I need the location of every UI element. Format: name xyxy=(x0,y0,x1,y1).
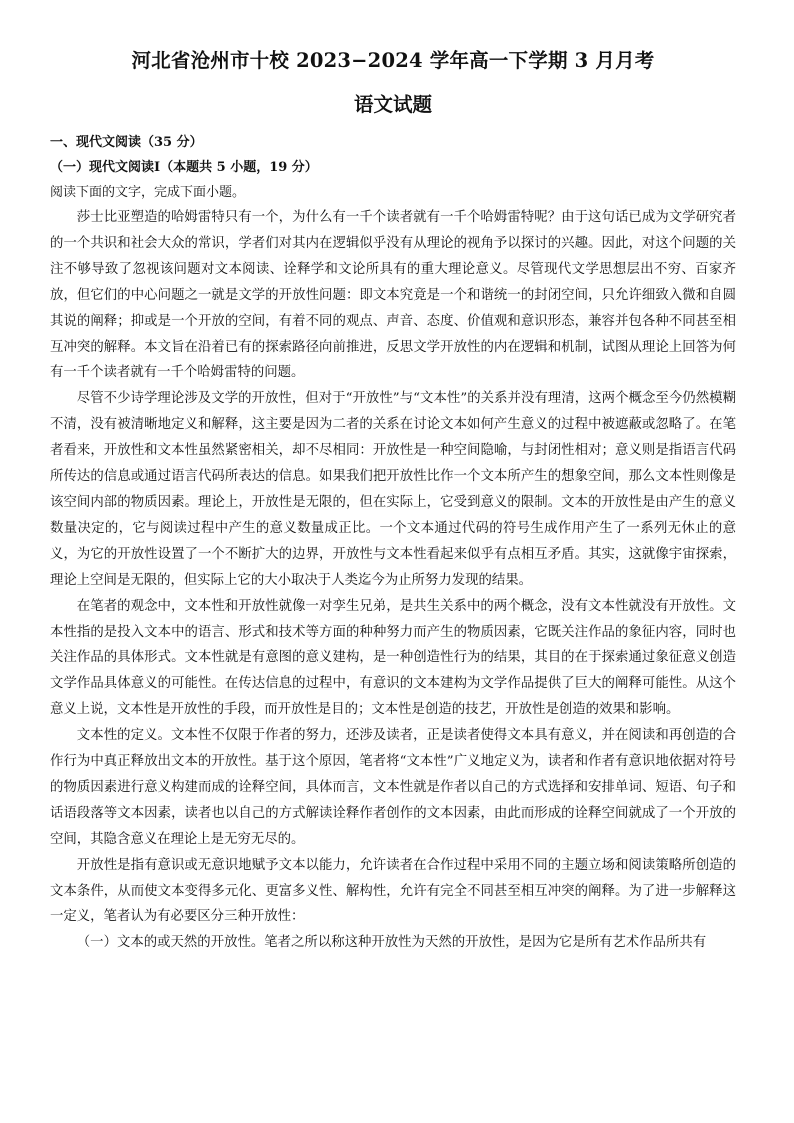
passage-paragraph-3: 在笔者的观念中，文本性和开放性就像一对孪生兄弟，是共生关系中的两个概念，没有文本性就没有开放性。文本性指的是投入文本中的语言、形式和技术等方面的种种努力而产生的物质因素，它既关注作品的象征内容，同时也关注作品的具体形式。文本性就是有意图的意义建构，是一种创造性行为的结果，其目的在于探索通过象征意义创造文学作品具体意义的可能性。在传达信息的过程中，有意识的文本建构为文学作品提供了巨大的阐释可能性。从这个意义上说，文本性是开放性的手段，而开放性是目的；文本性是创造的技艺，开放性是创造的效果和影响。 xyxy=(50,598,736,718)
passage-paragraph-1: 莎士比亚塑造的哈姆雷特只有一个，为什么有一千个读者就有一千个哈姆雷特呢？由于这句话已成为文学研究者的一个共识和社会大众的常识，学者们对其内在逻辑似乎没有从理论的视角予以探讨的兴趣。因此，对这个问题的关注不够导致了忽视该问题对文本阅读、诠释学和文论所具有的重大理论意义。尽管现代文学思想层出不穷、百家齐放，但它们的中心问题之一就是文学的开放性问题：即文本究竟是一个和谐统一的封闭空间，只允许细致入微和自圆其说的阐释；抑或是一个开放的空间，有着不同的观点、声音、态度、价值观和意识形态，兼容并包各种不同甚至相互冲突的解释。本文旨在沿着已有的探索路径向前推进，反思文学开放性的内在逻辑和机制，试图从理论上回答为何有一千个读者就有一千个哈姆雷特的问题。 xyxy=(50,210,736,381)
passage-paragraph-2: 尽管不少诗学理论涉及文学的开放性，但对于“开放性”与“文本性”的关系并没有理清，这两个概念至今仍然模糊不清，没有被清晰地定义和解释，这主要是因为二者的关系在讨论文本如何产生意义的过程中被遮蔽或忽略了。在笔者看来，开放性和文本性虽然紧密相关，却不尽相同：开放性是一种空间隐喻，与封闭性相对；意义则是指语言代码所传达的信息或通过语言代码所表达的信息。如果我们把开放性比作一个文本所产生的想象空间，那么文本性则像是该空间内部的物质因素。理论上，开放性是无限的，但在实际上，它受到意义的限制。文本的开放性是由产生的意义数量决定的，它与阅读过程中产生的意义数量成正比。一个文本通过代码的符号生成作用产生了一系列无休止的意义，为它的开放性设置了一个不断扩大的边界，开放性与文本性看起来似乎有点相互矛盾。其实，这就像宇宙探索，理论上空间是无限的，但实际上它的大小取决于人类迄今为止所努力发现的结果。 xyxy=(50,391,736,588)
passage-paragraph-4: 文本性的定义。文本性不仅限于作者的努力，还涉及读者，正是读者使得文本具有意义，并在阅读和再创造的合作行为中真正释放出文本的开放性。基于这个原因，笔者将“文本性”广义地定义为，读者和作者有意识地依据对符号的物质因素进行意义构建而成的诠释空间，具体而言，文本性就是作者以自己的方式选择和安排单词、短语、句子和话语段落等文本因素，读者也以自己的方式解读诠释作者创作的文本因素，由此而形成的诠释空间就成了一个开放的空间，其隐含意义在理论上是无穷无尽的。 xyxy=(50,728,736,847)
exam-page xyxy=(50,46,736,956)
passage-paragraph-6: （一）文本的或天然的开放性。笔者之所以称这种开放性为天然的开放性，是因为它是所有艺术作品所共有 xyxy=(76,935,707,951)
sub-section-note: （本题共 5 小题，19 分） xyxy=(160,160,318,175)
passage-paragraph-5: 开放性是指有意识或无意识地赋予文本以能力，允许读者在合作过程中采用不同的主题立场和阅读策略所创造的文本条件，从而使文本变得多元化、更富多义性、解构性，允许有完全不同甚至相互冲突的阐释。为了进一步解释这一定义，笔者认为有必要区分三种开放性： xyxy=(50,857,736,925)
reading-instruction: 阅读下面的文字，完成下面小题。 xyxy=(50,185,246,200)
exam-title: 河北省沧州市十校 2023−2024 学年高一下学期 3 月月考 xyxy=(131,49,655,72)
exam-subject-title: 语文试题 xyxy=(353,93,432,116)
sub-section-heading xyxy=(50,155,736,180)
sub-section-label: （一）现代文阅读Ⅰ xyxy=(50,160,161,175)
section-heading: 一、现代文阅读（35 分） xyxy=(50,135,203,150)
